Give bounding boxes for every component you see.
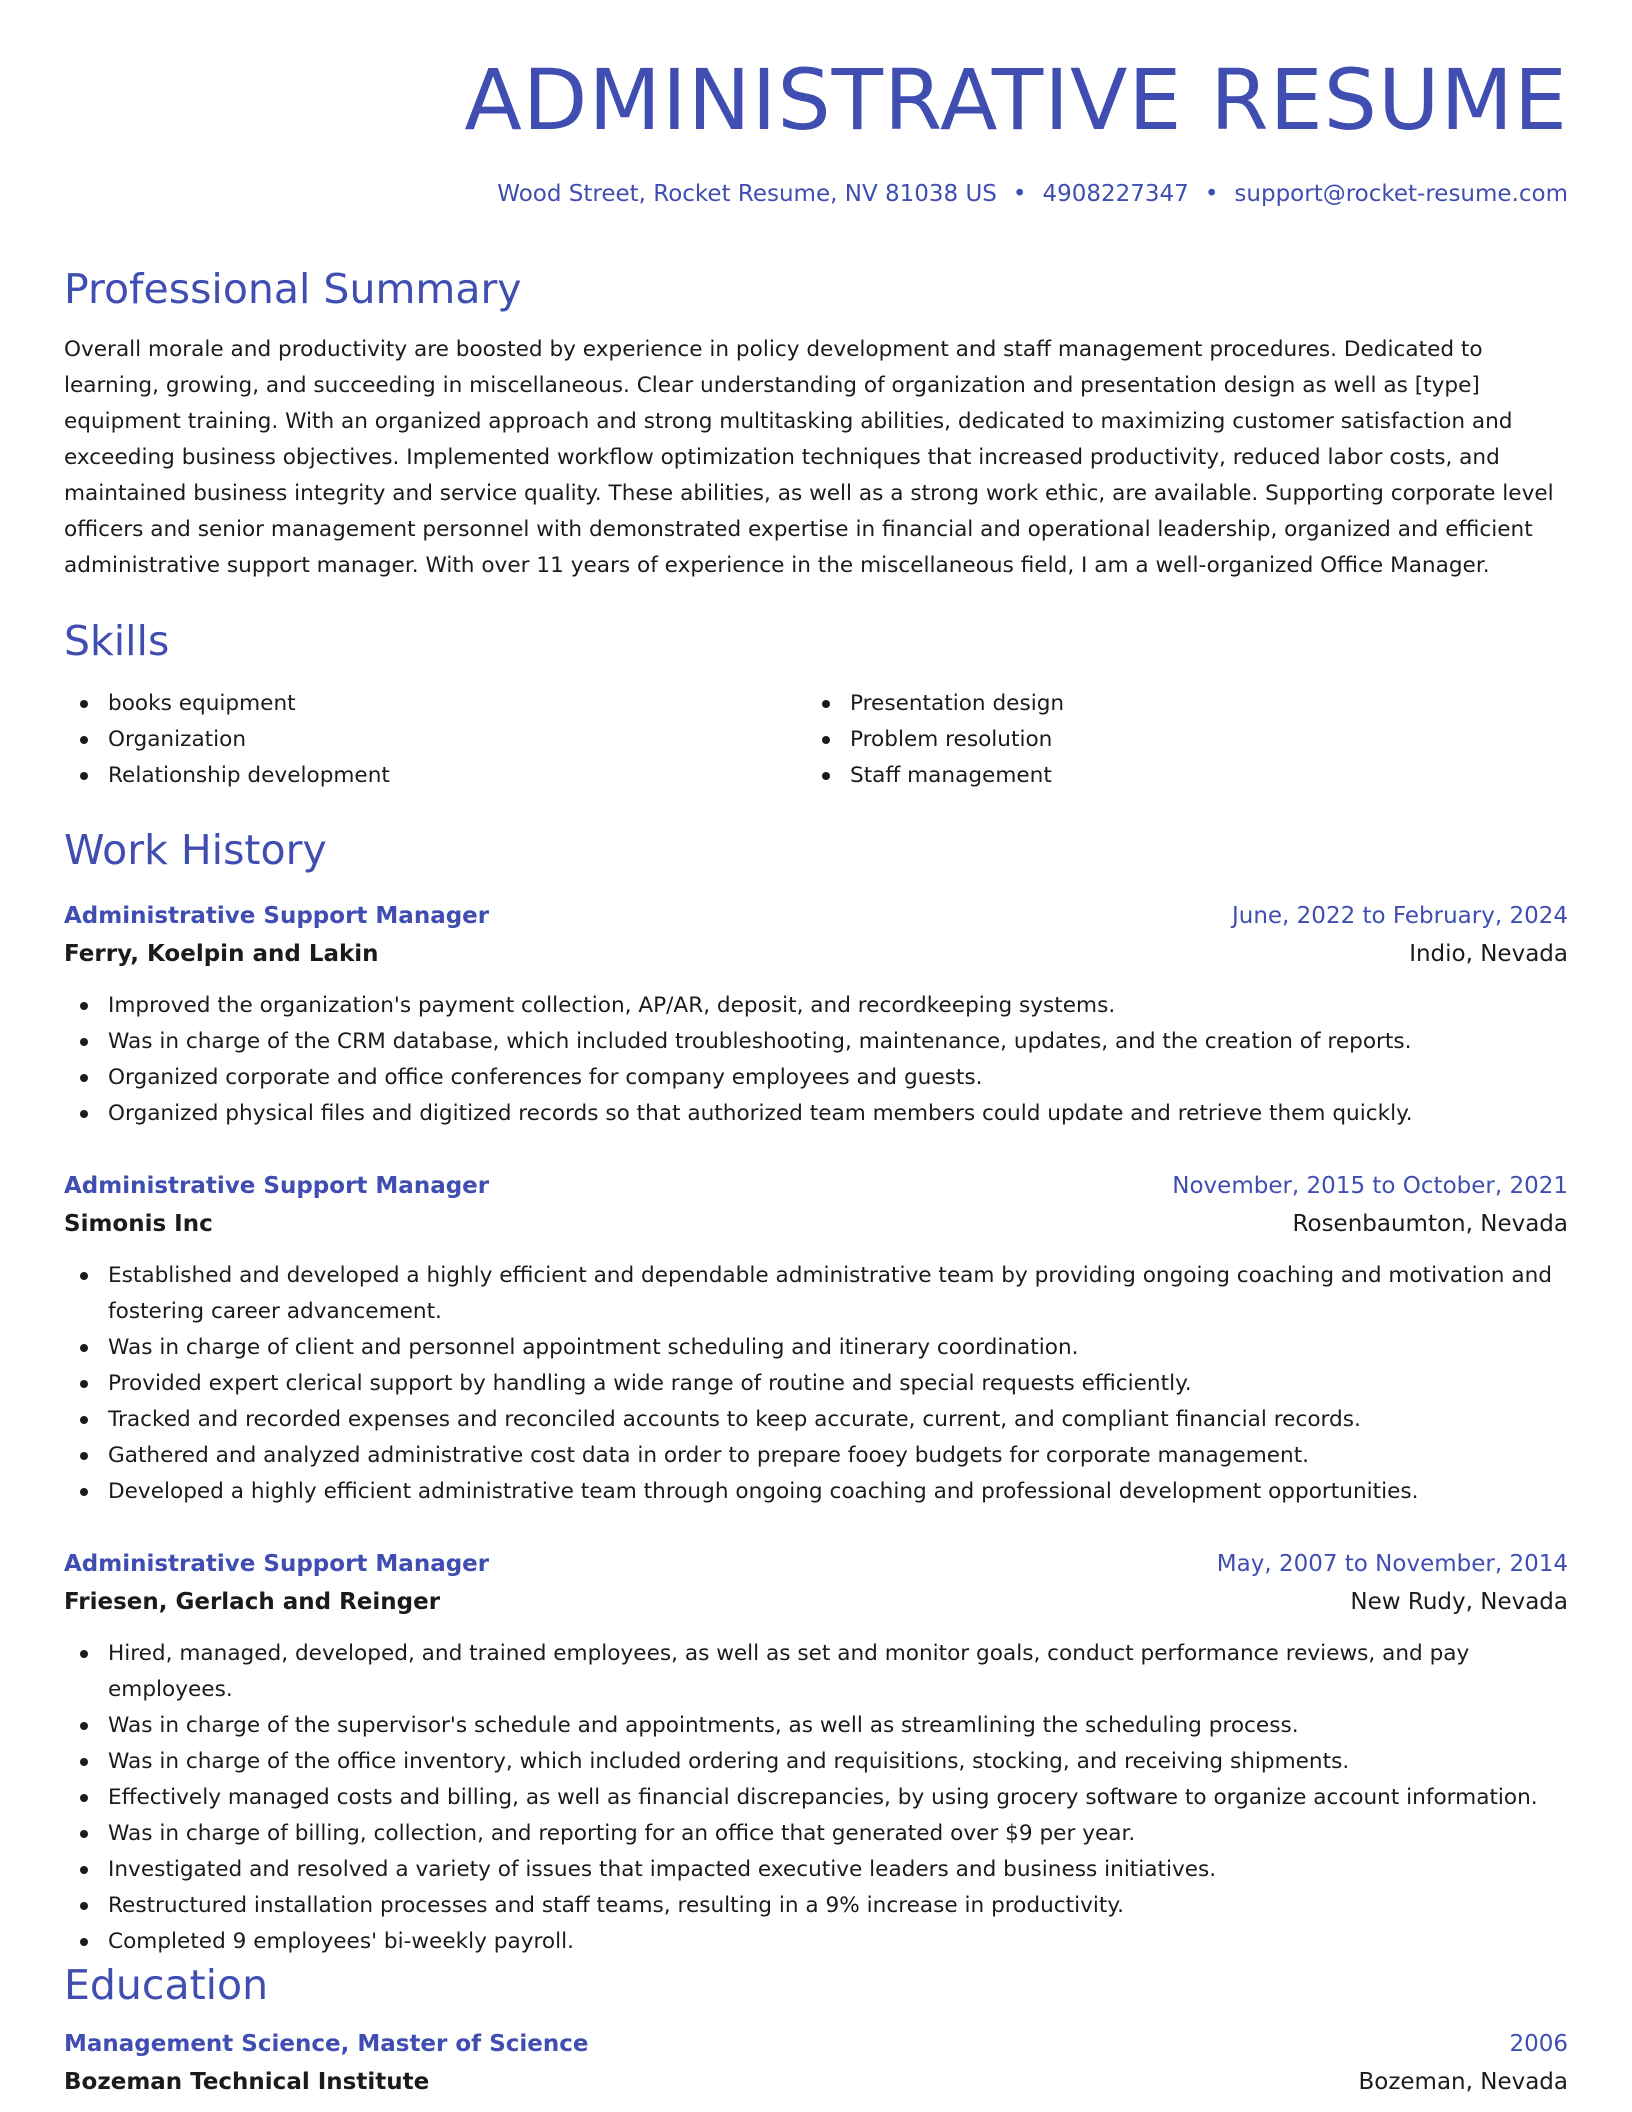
education-heading: Education [64,1961,269,2009]
job-role: Administrative Support Manager [64,1551,490,1577]
job-header-row [64,898,1568,934]
job-bullet: Effectively managed costs and billing, as well as financial discrepancies, by using grocery software to organize account information. [64,1780,1568,1816]
job-bullets [64,1636,1568,1960]
job-company-row [64,1204,1568,1244]
skill-item: books equipment [64,686,806,722]
skills-column-left [64,686,806,794]
contact-line [497,179,1568,209]
job-dates: May, 2007 to November, 2014 [1216,1551,1568,1577]
job-company-row [64,934,1568,974]
job-location: Indio, Nevada [1409,941,1568,967]
contact-separator: • [1204,181,1219,207]
job-bullet: Organized corporate and office conferences for company employees and guests. [64,1060,1568,1096]
job-role: Administrative Support Manager [64,903,490,929]
job-bullet: Was in charge of the supervisor's schedule and appointments, as well as streamlining the scheduling process. [64,1708,1568,1744]
resume-title: ADMINISTRATIVE RESUME [464,51,1568,149]
work-history-heading: Work History [64,826,327,874]
job-company-row [64,1582,1568,1622]
job-header-row [64,1168,1568,1204]
job-bullet: Completed 9 employees' bi-weekly payroll. [64,1924,1568,1960]
summary-heading: Professional Summary [64,265,522,313]
job-bullet: Organized physical files and digitized records so that authorized team members could update and retrieve them quickly. [64,1096,1568,1132]
education-school-row [64,2062,1568,2102]
job-bullet: Provided expert clerical support by handling a wide range of routine and special requests efficiently. [64,1366,1568,1402]
job-bullets [64,988,1568,1132]
education-entry [64,2026,1568,2102]
job-bullet: Restructured installation processes and staff teams, resulting in a 9% increase in productivity. [64,1888,1568,1924]
skills-column-right [806,686,1548,794]
job-bullet: Investigated and resolved a variety of issues that impacted executive leaders and business initiatives. [64,1852,1568,1888]
contact-address: Wood Street, Rocket Resume, NV 81038 US [497,181,997,207]
contact-separator: • [1012,181,1027,207]
skill-item: Staff management [806,758,1548,794]
skills-heading: Skills [64,617,170,665]
skill-item: Presentation design [806,686,1548,722]
job-entry [64,1168,1568,1510]
job-bullet: Improved the organization's payment collection, AP/AR, deposit, and recordkeeping systems. [64,988,1568,1024]
skill-item: Relationship development [64,758,806,794]
job-bullet: Was in charge of the CRM database, which included troubleshooting, maintenance, updates, and the creation of reports. [64,1024,1568,1060]
job-bullets [64,1258,1568,1510]
job-company: Ferry, Koelpin and Lakin [64,941,379,967]
job-company: Simonis Inc [64,1211,213,1237]
job-bullet: Hired, managed, developed, and trained employees, as well as set and monitor goals, conduct performance reviews, and pay employees. [64,1636,1568,1708]
education-degree: Management Science, Master of Science [64,2031,589,2057]
job-entry [64,1546,1568,1960]
job-bullet: Established and developed a highly efficient and dependable administrative team by providing ongoing coaching and motivation and fostering career advancement. [64,1258,1568,1330]
job-role: Administrative Support Manager [64,1173,490,1199]
job-dates: June, 2022 to February, 2024 [1231,903,1568,929]
job-location: New Rudy, Nevada [1350,1589,1568,1615]
job-bullet: Was in charge of billing, collection, and reporting for an office that generated over $9 per year. [64,1816,1568,1852]
education-school: Bozeman Technical Institute [64,2069,430,2095]
skill-item: Problem resolution [806,722,1548,758]
summary-text: Overall morale and productivity are boosted by experience in policy development and staff management procedures. Dedicated to learning, growing, and succeeding in miscellaneous. Clear understanding of organization and presentation design as well as [type] equipment training. With an organized approach and strong multitasking abilities, dedicated to maximizing customer satisfaction and exceeding business objectives. Implemented workflow optimization techniques that increased productivity, reduced labor costs, and maintained business integrity and service quality. These abilities, as well as a strong work ethic, are available. Supporting corporate level officers and senior management personnel with demonstrated expertise in financial and operational leadership, organized and efficient administrative support manager. With over 11 years of experience in the miscellaneous field, I am a well-organized Office Manager. [64,337,1554,578]
job-dates: November, 2015 to October, 2021 [1172,1173,1568,1199]
job-bullet: Was in charge of the office inventory, which included ordering and requisitions, stocking, and receiving shipments. [64,1744,1568,1780]
job-header-row [64,1546,1568,1582]
education-location: Bozeman, Nevada [1358,2069,1568,2095]
job-location: Rosenbaumton, Nevada [1292,1211,1568,1237]
job-entry [64,898,1568,1132]
job-bullet: Gathered and analyzed administrative cost data in order to prepare fooey budgets for corporate management. [64,1438,1568,1474]
education-header-row [64,2026,1568,2062]
job-bullet: Tracked and recorded expenses and reconciled accounts to keep accurate, current, and compliant financial records. [64,1402,1568,1438]
skill-item: Organization [64,722,806,758]
education-year: 2006 [1509,2031,1568,2057]
skills-list [64,686,1568,794]
job-bullet: Was in charge of client and personnel appointment scheduling and itinerary coordination. [64,1330,1568,1366]
contact-phone[interactable]: 4908227347 [1042,181,1189,207]
job-company: Friesen, Gerlach and Reinger [64,1589,441,1615]
contact-email[interactable]: support@rocket-resume.com [1234,181,1568,207]
job-bullet: Developed a highly efficient administrative team through ongoing coaching and professional development opportunities. [64,1474,1568,1510]
